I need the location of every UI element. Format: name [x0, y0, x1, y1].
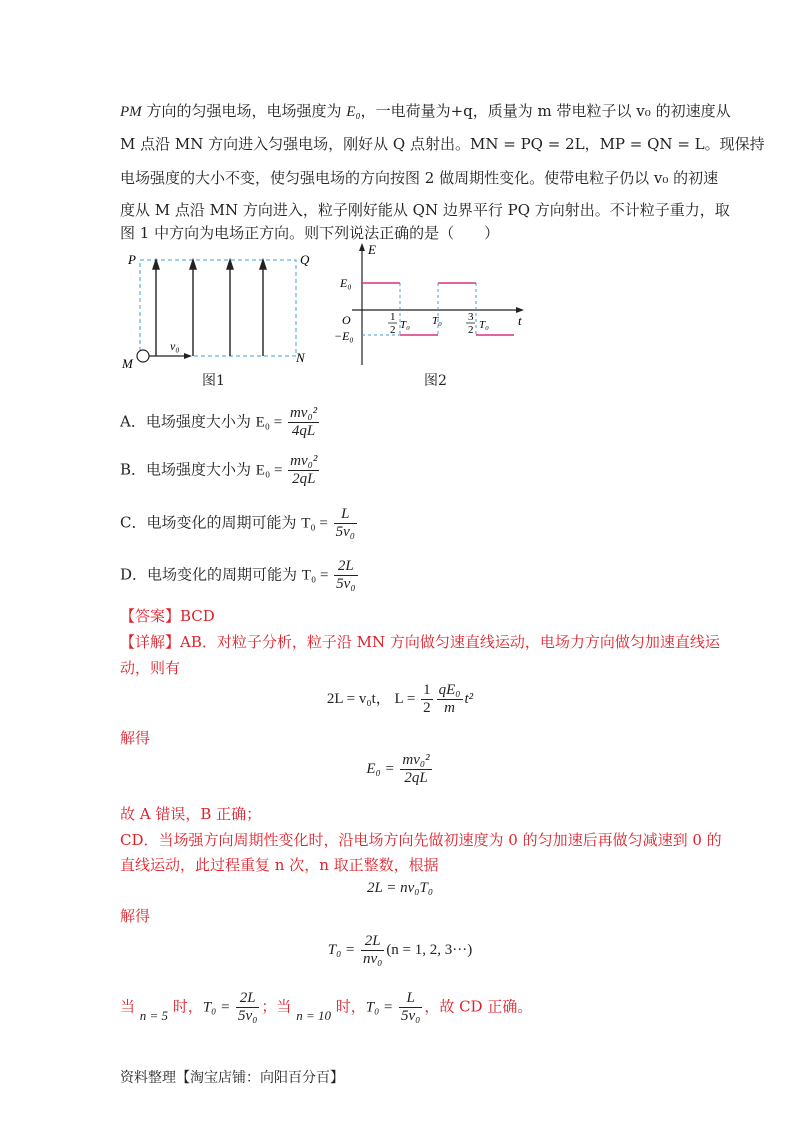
- option-b[interactable]: [120, 453, 321, 488]
- final-b: 时，: [168, 997, 203, 1016]
- eq2-lhs: E₀ =: [366, 760, 399, 777]
- final-e: ，故 CD 正确。: [424, 997, 533, 1016]
- eq1-d-den: m: [444, 700, 455, 716]
- label-n: N: [296, 350, 305, 365]
- option-a-lhs: E₀ =: [255, 414, 286, 431]
- label-e0: E₀: [340, 276, 352, 290]
- option-b-den: 2qL: [292, 471, 316, 487]
- question-line-4: 度从 M 点沿 MN 方向进入，粒子刚好能从 QN 边界平行 PQ 方向射出。不计粒子重力，取: [120, 201, 730, 219]
- eq3: 2L = nv₀T₀: [366, 880, 434, 896]
- option-d-num: 2L: [334, 558, 357, 576]
- tick-half-t: T₀: [400, 319, 410, 331]
- tick-3half-t: T₀: [479, 319, 489, 331]
- answer-label: 【答案】BCD: [120, 607, 215, 625]
- label-q: Q: [300, 252, 310, 267]
- final-t2-num: L: [399, 990, 422, 1008]
- label-t: t: [518, 313, 522, 328]
- tick-3half-num: 3: [468, 311, 474, 323]
- question-line-5: 图 1 中方向为电场正方向。则下列说法正确的是（ ）: [120, 224, 500, 242]
- equation-2: [0, 752, 800, 787]
- label-e: E: [368, 242, 376, 257]
- period-dash-lines: [362, 283, 476, 335]
- final-n10: n = 10: [296, 1007, 331, 1023]
- tick-t0: T₀: [432, 315, 442, 327]
- label-p: P: [128, 252, 136, 267]
- tick-3half-den: 2: [468, 324, 474, 336]
- particle-icon: [137, 350, 149, 362]
- text-seg: ，一电荷量为+q，质量为 m 带电粒子以 v₀ 的初速度从: [360, 102, 731, 120]
- solve-1: 解得: [120, 729, 151, 747]
- label-m: M: [122, 356, 133, 371]
- figure-2-caption: 图2: [424, 373, 447, 389]
- detail-line-2: 动，则有: [120, 659, 181, 677]
- cd-line-1: CD．当场强方向周期性变化时，沿电场方向先做初速度为 0 的匀加速后再做匀减速到 0 的: [120, 831, 722, 849]
- option-b-text: B．电场强度大小为: [120, 460, 256, 479]
- equation-1: [0, 682, 800, 717]
- final-t1-num: 2L: [236, 990, 259, 1008]
- final-c: ；当: [261, 997, 297, 1016]
- text-pm: PM: [120, 104, 142, 120]
- final-t1-lhs: T₀ =: [202, 999, 235, 1016]
- final-t1-den: 5v₀: [238, 1008, 258, 1024]
- option-c-lhs: T₀ =: [301, 515, 332, 532]
- eq1-a: 2L = v₀t，: [326, 690, 391, 707]
- question-line-1: [120, 101, 731, 122]
- eq1-d-num: qE₀: [438, 682, 461, 698]
- option-d-text: D．电场变化的周期可能为: [120, 565, 302, 584]
- option-b-lhs: E₀ =: [255, 462, 287, 479]
- equation-3: [0, 880, 800, 897]
- solve-2: 解得: [120, 907, 151, 925]
- option-d[interactable]: [120, 558, 360, 593]
- footer-text: 资料整理【淘宝店铺：向阳百分百】: [120, 1070, 344, 1086]
- cd-line-2: 直线运动，此过程重复 n 次，n 取正整数，根据: [120, 856, 439, 874]
- option-c-num: L: [334, 506, 357, 524]
- eq4-tail: (n = 1, 2, 3···): [386, 941, 473, 958]
- eq1-c-den: 2: [423, 700, 431, 716]
- final-d: 时，: [330, 997, 366, 1016]
- final-t2-den: 5v₀: [400, 1008, 421, 1024]
- eq4-lhs: T₀ =: [327, 941, 359, 958]
- option-c-den: 5v₀: [335, 524, 355, 540]
- eq1-b: L =: [394, 690, 420, 707]
- eq1-c-num: 1: [423, 682, 431, 698]
- eq2-den: 2qL: [404, 770, 428, 786]
- detail-line-1: 【详解】AB．对粒子分析，粒子沿 MN 方向做匀速直线运动，电场力方向做匀加速直线运: [120, 633, 720, 651]
- conclude-ab: 故 A 错误，B 正确；: [120, 805, 262, 823]
- figure-2-chart: [330, 240, 530, 370]
- field-boundary: [140, 260, 296, 356]
- final-line: [120, 990, 532, 1025]
- question-line-3: 电场强度的大小不变，使匀强电场的方向按图 2 做周期性变化。使带电粒子仍以 v₀ 的初速: [120, 169, 719, 187]
- option-c[interactable]: [120, 506, 359, 541]
- text-e0: E₀: [346, 104, 361, 120]
- option-a-num: mv₀²: [289, 405, 318, 421]
- eq4-den: nv₀: [362, 951, 383, 967]
- tick-half-den: 2: [390, 324, 396, 336]
- question-line-2: M 点沿 MN 方向进入匀强电场，刚好从 Q 点射出。MN = PQ = 2L，MP = QN = L。现保持: [120, 135, 765, 153]
- option-b-num: mv₀²: [290, 453, 318, 469]
- label-v0: v₀: [170, 339, 180, 353]
- option-d-den: 5v₀: [336, 576, 356, 592]
- option-a-den: 4qL: [291, 423, 316, 439]
- option-c-text: C．电场变化的周期可能为: [120, 513, 302, 532]
- eq1-e: t²: [464, 690, 474, 707]
- option-a-text: A．电场强度大小为: [120, 412, 256, 431]
- tick-half-num: 1: [390, 311, 396, 323]
- option-a[interactable]: [120, 405, 321, 440]
- final-a: 当: [120, 997, 140, 1016]
- final-n5: n = 5: [139, 1007, 169, 1023]
- label-neg-e0: −E₀: [334, 329, 354, 343]
- option-d-lhs: T₀ =: [301, 567, 333, 584]
- eq2-num: mv₀²: [402, 752, 430, 768]
- equation-4: [0, 933, 800, 968]
- text-seg: 方向的匀强电场，电场强度为: [141, 102, 347, 120]
- figure-1-caption: 图1: [202, 373, 225, 389]
- final-t2-lhs: T₀ =: [365, 999, 397, 1016]
- eq4-num: 2L: [361, 933, 384, 951]
- label-origin: O: [342, 313, 351, 327]
